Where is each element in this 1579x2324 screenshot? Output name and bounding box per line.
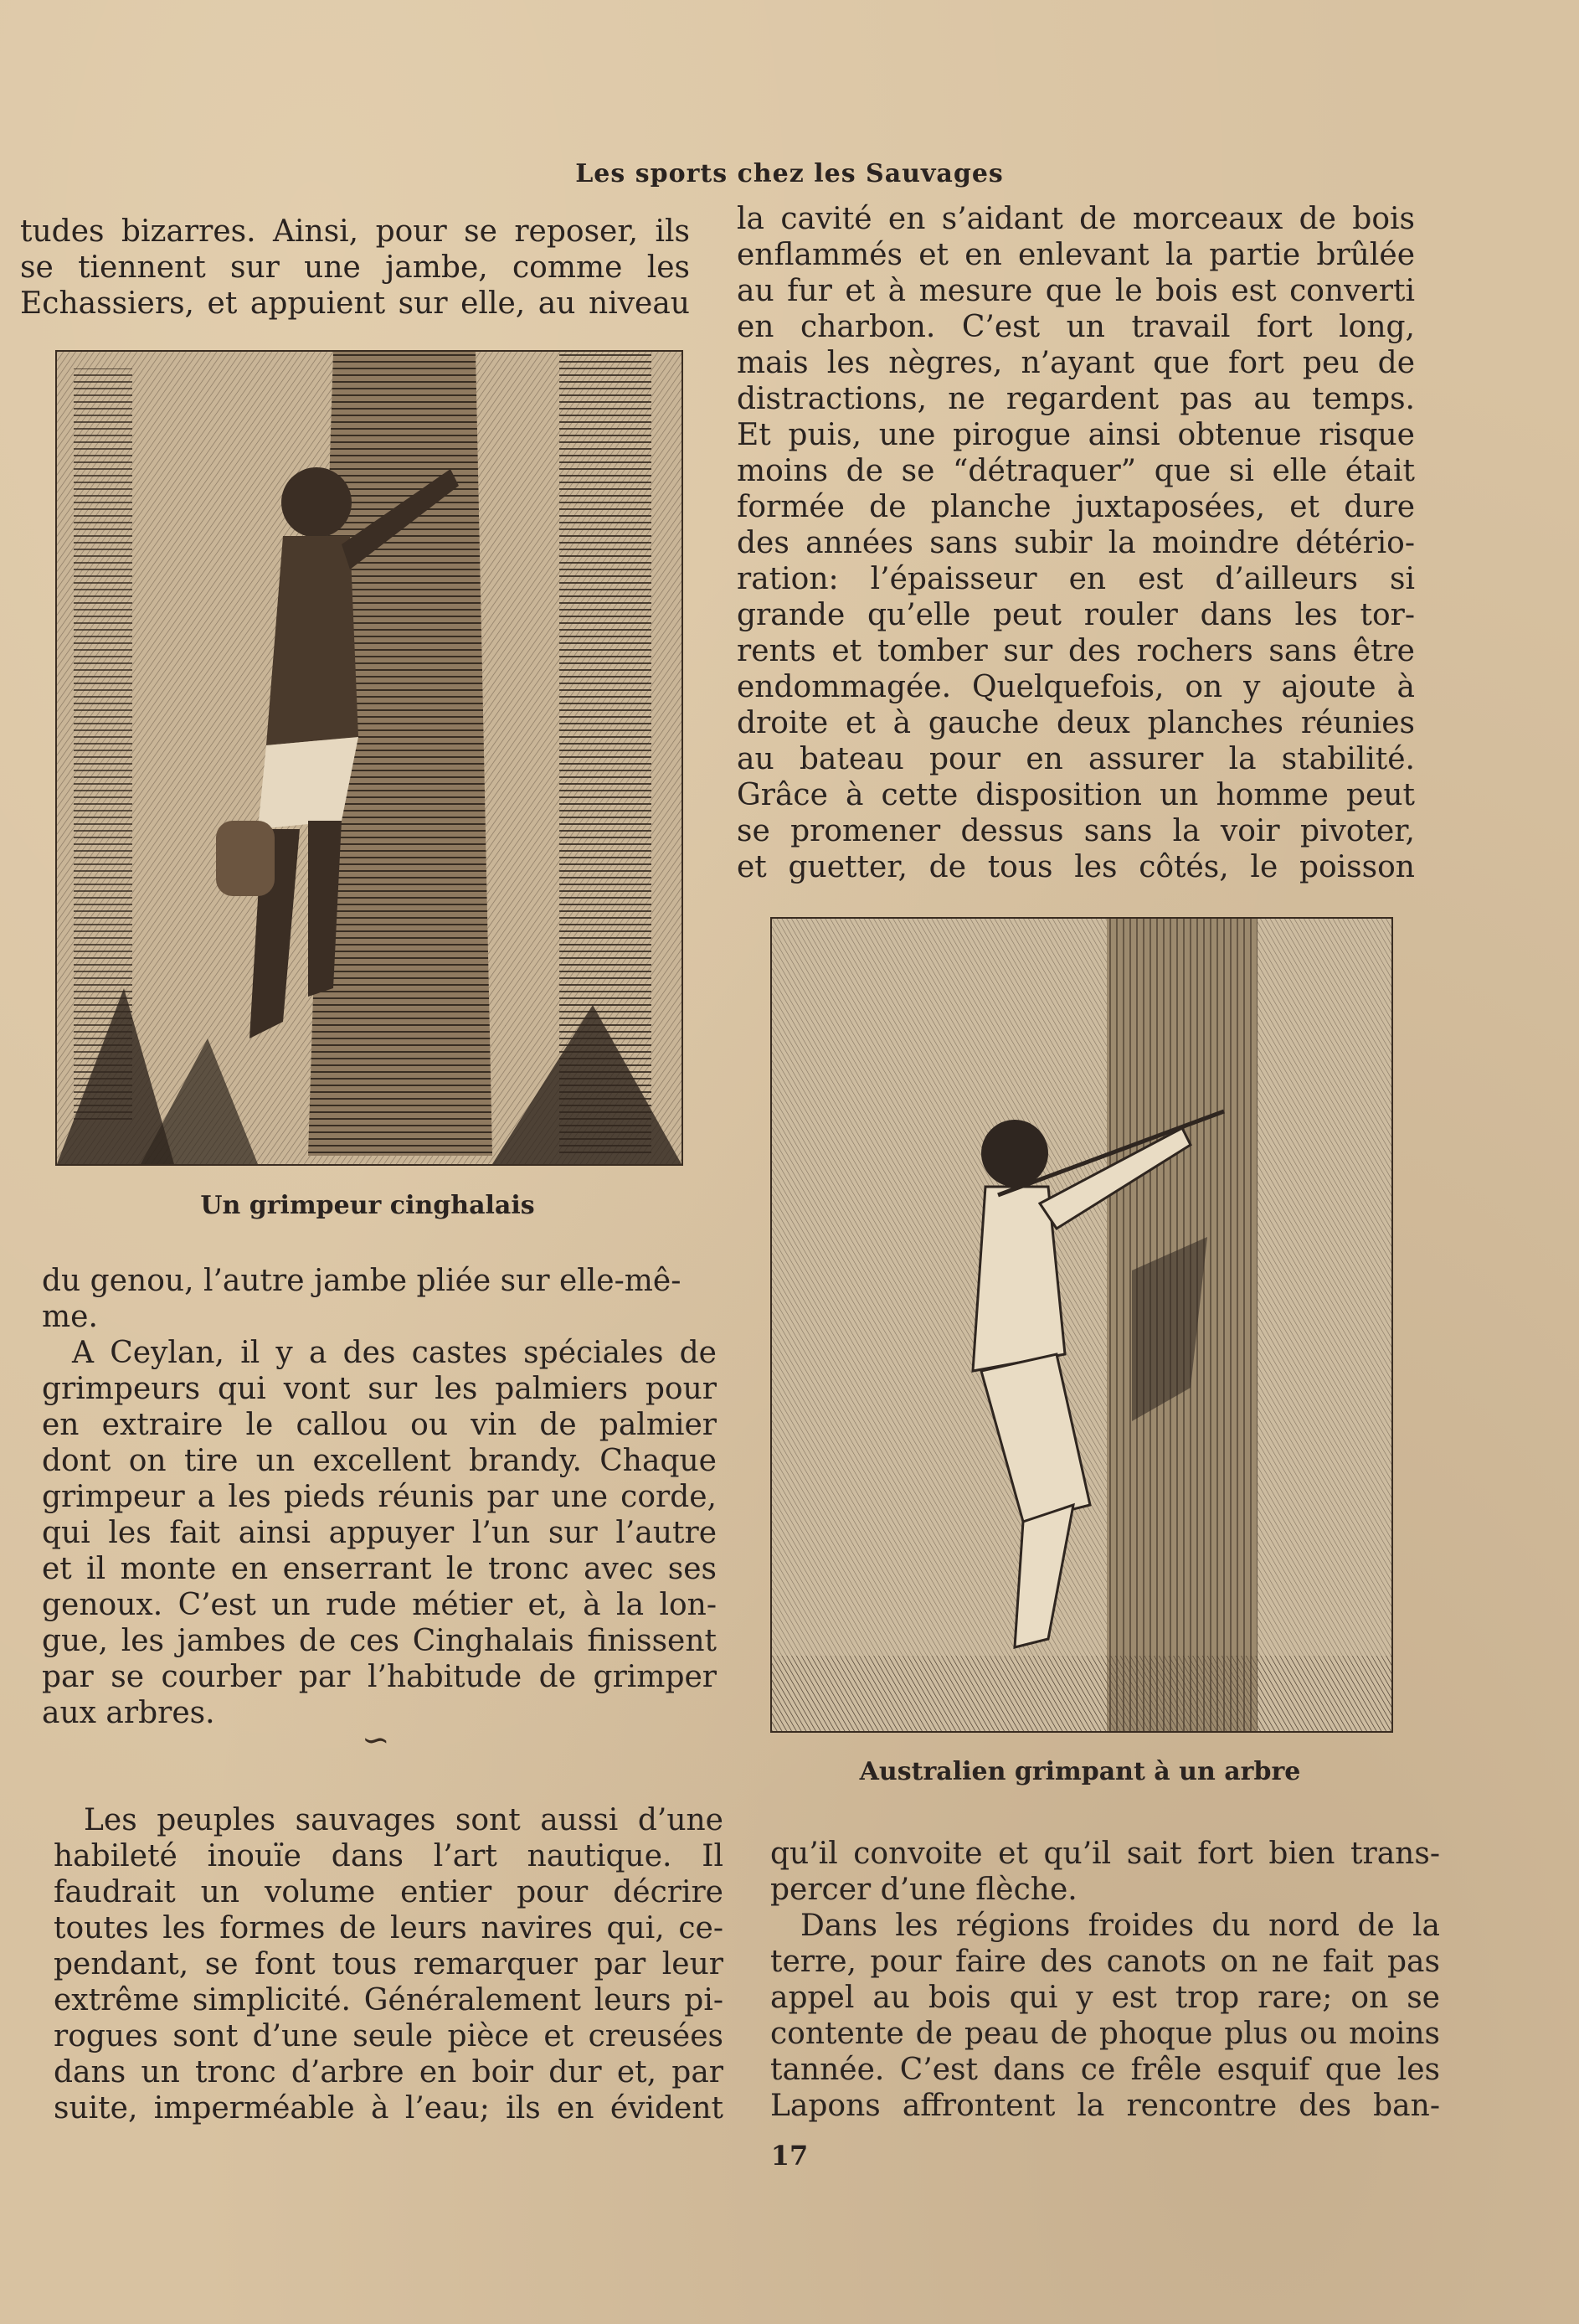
section-ornament: ∽ — [362, 1721, 390, 1760]
text-line: grimpeurs qui vont sur les palmiers pour — [42, 1372, 717, 1406]
caption-left-figure: Un grimpeur cinghalais — [200, 1191, 535, 1220]
text-line: en charbon. C’est un travail fort long, — [737, 310, 1415, 344]
text-line: du genou, l’autre jambe pliée sur elle-mê- — [42, 1264, 681, 1298]
text-line: des années sans subir la moindre détério- — [737, 526, 1415, 560]
text-line: genoux. C’est un rude métier et, à la lon- — [42, 1588, 717, 1622]
text-line: au bateau pour en assurer la stabilité. — [737, 742, 1415, 776]
figure-cinghalese-climber — [55, 350, 683, 1166]
text-line: toutes les formes de leurs navires qui, ce- — [54, 1911, 723, 1945]
text-line: contente de peau de phoque plus ou moins — [770, 2017, 1440, 2051]
text-line: par se courber par l’habitude de grimper — [42, 1660, 717, 1694]
right-bottom-paragraph — [770, 1836, 1440, 2124]
text-line: moins de se “détraquer” que si elle était — [737, 454, 1415, 488]
text-line: faudrait un volume entier pour décrire — [54, 1875, 723, 1909]
text-line: et guetter, de tous les côtés, le poisson — [737, 850, 1415, 884]
text-line: pendant, se font tous remarquer par leur — [54, 1947, 723, 1981]
text-line: percer d’une flèche. — [770, 1873, 1078, 1907]
text-line: qu’il convoite et qu’il sait fort bien trans- — [770, 1837, 1440, 1871]
page-header: Les sports chez les Sauvages — [575, 159, 1004, 188]
text-line: terre, pour faire des canots on ne fait pas — [770, 1945, 1440, 1979]
text-line: au fur et à mesure que le bois est converti — [737, 274, 1415, 308]
left-bottom-paragraph — [54, 1802, 723, 2126]
text-line: rents et tomber sur des rochers sans être — [737, 634, 1415, 668]
text-line: et il monte en enserrant le tronc avec ses — [42, 1552, 717, 1586]
text-line: Lapons affrontent la rencontre des ban- — [770, 2089, 1440, 2123]
text-line: enflammés et en enlevant la partie brûlée — [737, 238, 1415, 272]
text-line: se promener dessus sans la voir pivoter, — [737, 814, 1415, 848]
text-line: appel au bois qui y est trop rare; on se — [770, 1981, 1440, 2015]
text-line: Grâce à cette disposition un homme peut — [737, 778, 1415, 812]
text-line: grimpeur a les pieds réunis par une corde, — [42, 1480, 717, 1514]
text-line: A Ceylan, il y a des castes spéciales de — [72, 1336, 717, 1370]
text-line: dont on tire un excellent brandy. Chaque — [42, 1444, 717, 1478]
text-line: en extraire le callou ou vin de palmier — [42, 1408, 717, 1442]
right-top-paragraph — [737, 201, 1415, 885]
text-line: la cavité en s’aidant de morceaux de bois — [737, 202, 1415, 236]
text-line: droite et à gauche deux planches réunies — [737, 706, 1415, 740]
text-line: habileté inouïe dans l’art nautique. Il — [54, 1839, 723, 1873]
text-line: endommagée. Quelquefois, on y ajoute à — [737, 670, 1415, 704]
text-line: grande qu’elle peut rouler dans les tor- — [737, 598, 1415, 632]
left-middle-paragraph — [42, 1263, 717, 1731]
text-line: rogues sont d’une seule pièce et creusées — [54, 2019, 723, 2053]
text-line: aux arbres. — [42, 1696, 215, 1730]
text-line: distractions, ne regardent pas au temps. — [737, 382, 1415, 416]
text-line: gue, les jambes de ces Cinghalais finissent — [42, 1624, 717, 1658]
text-line: se tiennent sur une jambe, comme les — [20, 250, 690, 285]
figure-australian-climber — [770, 917, 1393, 1733]
text-line: dans un tronc d’arbre en boir dur et, par — [54, 2055, 723, 2090]
left-top-paragraph — [20, 214, 690, 322]
text-line: qui les fait ainsi appuyer l’un sur l’autre — [42, 1516, 717, 1550]
text-line: Les peuples sauvages sont aussi d’une — [84, 1803, 723, 1837]
page-number: 17 — [770, 2140, 809, 2172]
caption-right-figure: Australien grimpant à un arbre — [859, 1757, 1301, 1786]
text-line: mais les nègres, n’ayant que fort peu de — [737, 346, 1415, 380]
text-line: tudes bizarres. Ainsi, pour se reposer, ils — [20, 214, 690, 249]
text-line: suite, imperméable à l’eau; ils en évident — [54, 2091, 723, 2126]
text-line: extrême simplicité. Généralement leurs pi- — [54, 1983, 723, 2017]
text-line: Et puis, une pirogue ainsi obtenue risque — [737, 418, 1415, 452]
text-line: ration: l’épaisseur en est d’ailleurs si — [737, 562, 1415, 596]
text-line: tannée. C’est dans ce frêle esquif que les — [770, 2053, 1440, 2087]
text-line: Echassiers, et appuient sur elle, au niveau — [20, 286, 690, 321]
text-line: formée de planche juxtaposées, et dure — [737, 490, 1415, 524]
text-line: Dans les régions froides du nord de la — [800, 1909, 1440, 1943]
text-line: me. — [42, 1300, 98, 1334]
